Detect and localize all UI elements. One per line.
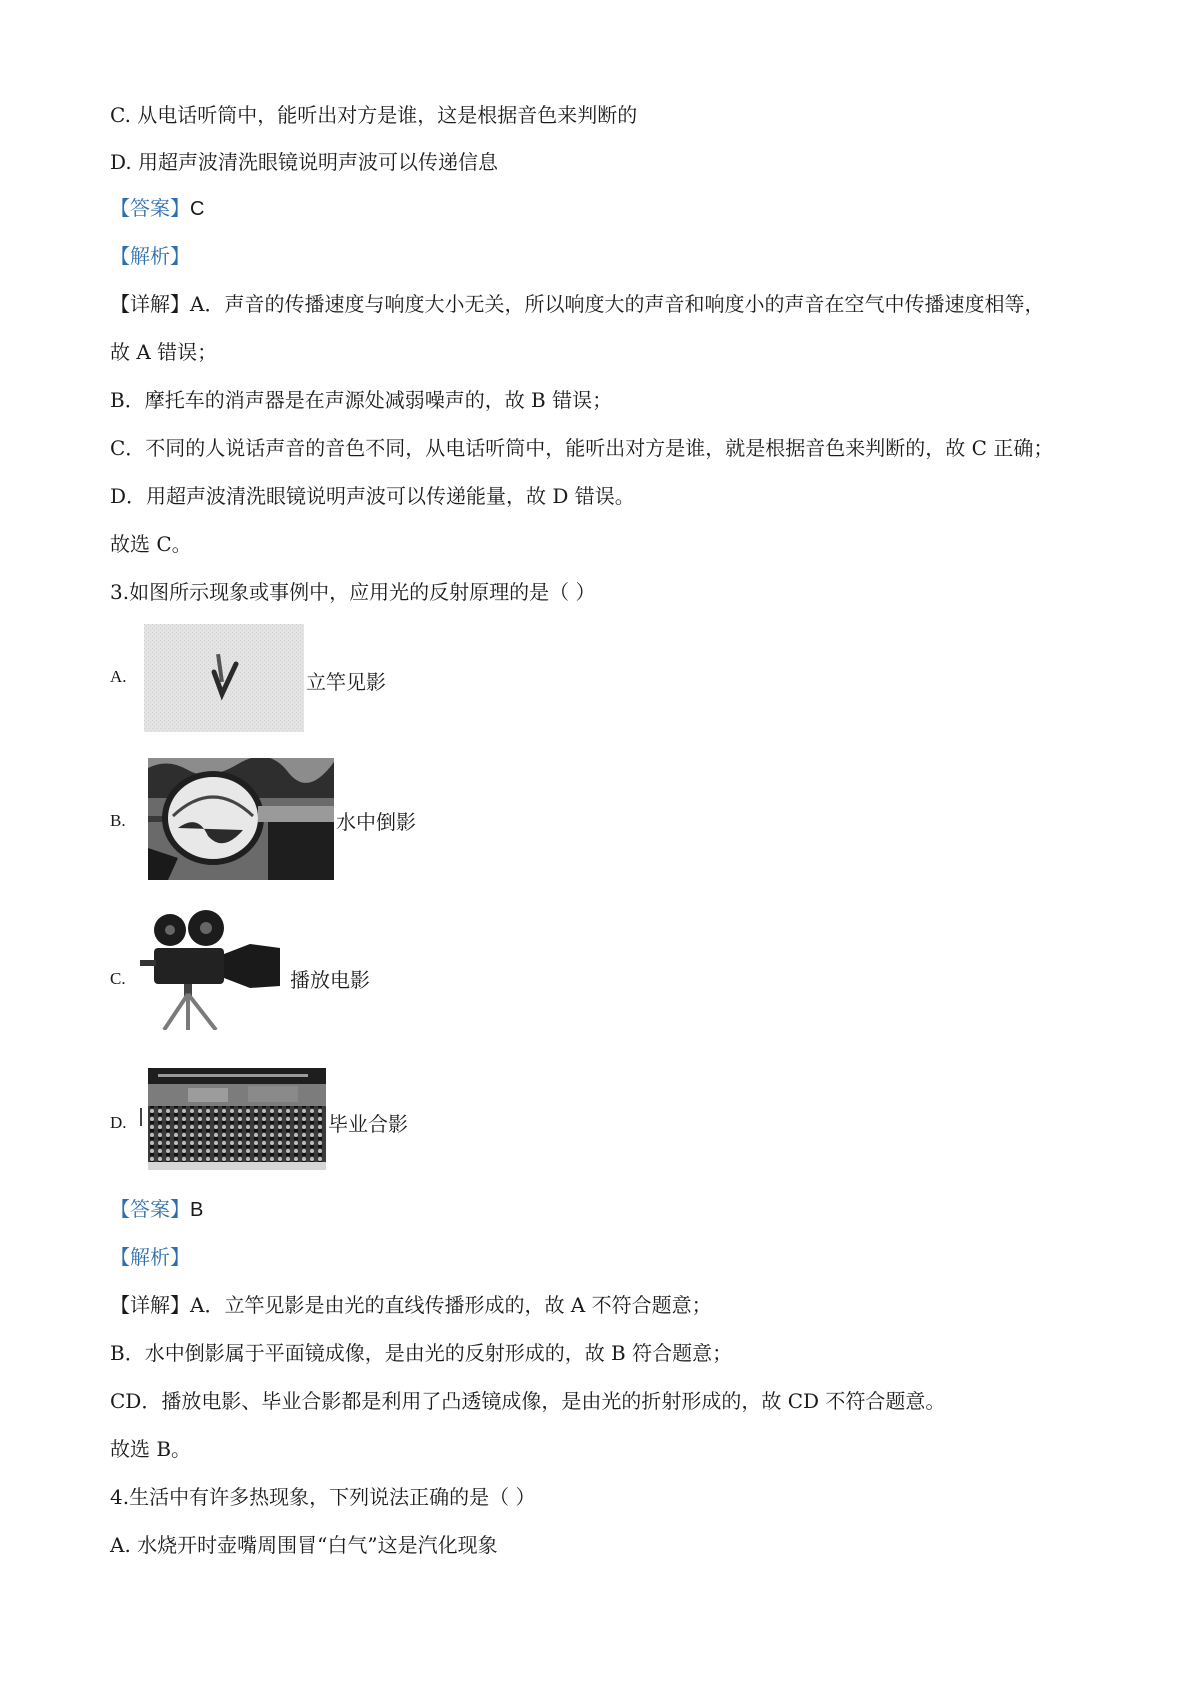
graduation-group-photo (148, 1068, 326, 1170)
q2-analysis-tag: 【解析】 (110, 244, 190, 268)
q3-analysis-tag: 【解析】 (110, 1245, 190, 1269)
q3-option-a-letter: A. (110, 667, 127, 686)
q3-answer (110, 1196, 203, 1223)
q3-stem: 3.如图所示现象或事例中，应用光的反射原理的是（ ） (110, 580, 596, 604)
q2-option-c: C. 从电话听筒中，能听出对方是谁，这是根据音色来判断的 (110, 103, 638, 127)
q2-detail-line-1: 【详解】A．声音的传播速度与响度大小无关，所以响度大的声音和响度小的声音在空气中传播速度相等， (110, 292, 1045, 316)
film-projector-photo (140, 908, 290, 1030)
q2-detail-line-3: B．摩托车的消声器是在声源处减弱噪声的，故 B 错误； (110, 388, 613, 412)
q2-option-d: D. 用超声波清洗眼镜说明声波可以传递信息 (110, 150, 499, 174)
answer-tag: 【答案】 (110, 196, 190, 220)
q2-conclusion: 故选 C。 (110, 532, 192, 556)
q2-detail-line-5: D．用超声波清洗眼镜说明声波可以传递能量，故 D 错误。 (110, 484, 635, 508)
q2-detail-line-4: C．不同的人说话声音的音色不同，从电话听筒中，能听出对方是谁，就是根据音色来判断的，故 C 正确； (110, 436, 1054, 460)
q2-answer (110, 195, 204, 222)
bridge-reflection-photo (148, 758, 334, 880)
q2-detail-line-2: 故 A 错误； (110, 340, 218, 364)
q3-option-c-caption: 播放电影 (290, 968, 370, 992)
answer-tag: 【答案】 (110, 1197, 190, 1221)
q4-option-a: A. 水烧开时壶嘴周围冒“白气”这是汽化现象 (110, 1533, 498, 1557)
q3-detail-line-1: 【详解】A．立竿见影是由光的直线传播形成的，故 A 不符合题意； (110, 1293, 712, 1317)
q3-option-c-letter: C. (110, 969, 126, 988)
shadow-of-pole-photo (144, 624, 304, 732)
q3-option-d-caption: 毕业合影 (328, 1112, 408, 1136)
option-d-tick-mark (140, 1108, 142, 1126)
q4-stem: 4.生活中有许多热现象，下列说法正确的是（ ） (110, 1485, 536, 1509)
q3-option-b-caption: 水中倒影 (336, 810, 416, 834)
q3-conclusion: 故选 B。 (110, 1437, 192, 1461)
q3-option-a-caption: 立竿见影 (306, 670, 386, 694)
q3-option-b-letter: B. (110, 811, 126, 830)
q3-detail-line-3: CD．播放电影、毕业合影都是利用了凸透镜成像，是由光的折射形成的，故 CD 不符合题意。 (110, 1389, 946, 1413)
q3-detail-line-2: B．水中倒影属于平面镜成像，是由光的反射形成的，故 B 符合题意； (110, 1341, 733, 1365)
q3-option-d-letter: D. (110, 1113, 127, 1132)
answer-value: B (190, 1199, 204, 1221)
answer-value: C (190, 198, 205, 220)
